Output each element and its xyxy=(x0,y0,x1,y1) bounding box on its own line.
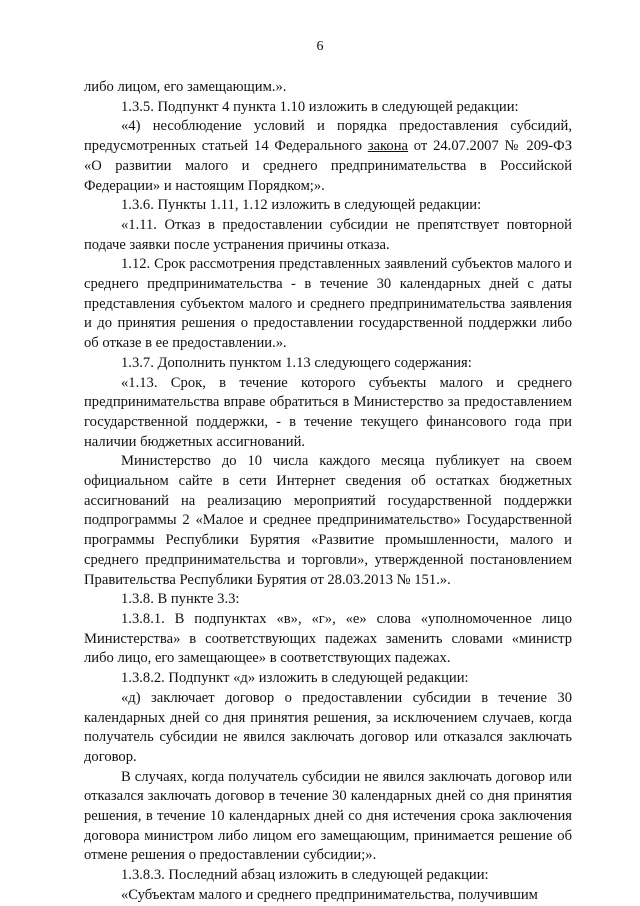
paragraph-refusal-cases: В случаях, когда получатель субсидии не явился заключать договор или отказался заключать договор в течение 30 календарных дней со дня принятия решения, в течение 10 календарных дней со дня истечения срока заключения договора министром либо лицом его замещающим, принимается решение об отмене решения о предоставлении субсидии;». xyxy=(84,768,572,864)
paragraph-1-11: «1.11. Отказ в предоставлении субсидии не препятствует повторной подаче заявки после устранения причины отказа. xyxy=(84,216,572,253)
paragraph-ministry-publication: Министерство до 10 числа каждого месяца публикует на своем официальном сайте в сети Интернет сведения об остатках бюджетных ассигнований на реализацию мероприятий государственной поддержки подпрограммы 2 «Малое и среднее предпринимательство» Государственной программы Республики Бурятия «Развитие промышленности, малого и среднего предпринимательства и торговли», утвержденной постановлением Правительства Республики Бурятия от 28.03.2013 № 151.». xyxy=(84,453,572,588)
page-number: 6 xyxy=(316,39,324,54)
paragraph-last-abzac: «Субъектам малого и среднего предпринимательства, получившим xyxy=(121,886,538,903)
paragraph-1-3-8-1: 1.3.8.1. В подпунктах «в», «г», «е» слова «уполномоченное лицо Министерства» в соответствующих падежах заменить словами «министр либо лицо, его замещающее» в соответствующих падежах. xyxy=(84,610,572,667)
paragraph-subpoint-4-text-before: «4) несоблюдение условий и порядка предоставления субсидий, предусмотренных статьей 14 Федерального xyxy=(84,118,572,155)
paragraph-1-3-5-heading: 1.3.5. Подпункт 4 пункта 1.10 изложить в следующей редакции: xyxy=(121,98,519,115)
paragraph-subpoint-4-text-after: от 24.07.2007 № 209-ФЗ «О развитии малого и среднего предпринимательства в Российской Федерации» и настоящим Порядком;». xyxy=(84,138,573,194)
paragraph-continuation: либо лицом, его замещающим.». xyxy=(84,79,287,95)
paragraph-1-3-6-heading: 1.3.6. Пункты 1.11, 1.12 изложить в следующей редакции: xyxy=(121,197,482,214)
paragraph-1-3-8-heading: 1.3.8. В пункте 3.3: xyxy=(121,591,240,608)
paragraph-1-3-7-heading: 1.3.7. Дополнить пунктом 1.13 следующего содержания: xyxy=(121,354,472,371)
paragraph-subpoint-4 xyxy=(84,117,572,196)
document-body xyxy=(84,78,572,906)
paragraph-subpoint-d: «д) заключает договор о предоставлении субсидии в течение 30 календарных дней со дня принятия решения, за исключением случаев, когда получатель субсидии не явился заключать договор или отказался заключать договор. xyxy=(84,689,572,765)
law-link[interactable]: закона xyxy=(367,138,408,155)
paragraph-1-3-8-2-heading: 1.3.8.2. Подпункт «д» изложить в следующей редакции: xyxy=(121,670,469,687)
paragraph-1-3-8-3-heading: 1.3.8.3. Последний абзац изложить в следующей редакции: xyxy=(121,867,489,884)
paragraph-1-12: 1.12. Срок рассмотрения представленных заявлений субъектов малого и среднего предпринимательства - в течение 30 календарных дней с даты представления субъектом малого и среднего предпринимательства заявления и до принятия решения о предоставлении государственной поддержки либо об отказе в ее предоставлении.». xyxy=(84,256,572,352)
paragraph-1-13: «1.13. Срок, в течение которого субъекты малого и среднего предпринимательства вправе обратиться в Министерство за предоставлением государственной поддержки, - в течение текущего финансового года при наличии бюджетных ассигнований. xyxy=(84,374,572,450)
